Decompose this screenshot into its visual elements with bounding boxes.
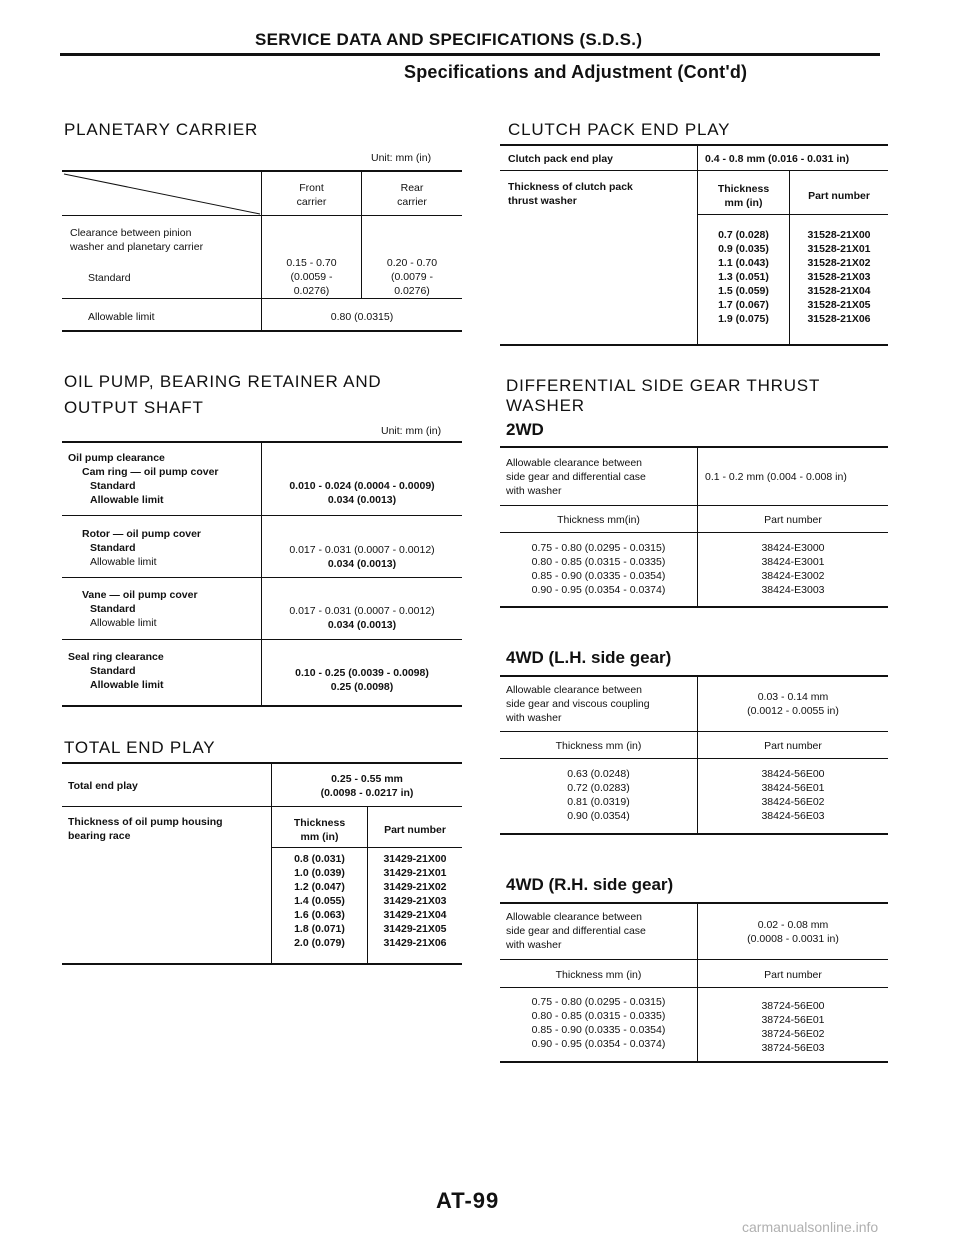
lh-col-thickness: Thickness mm (in)	[555, 740, 642, 752]
twowd-thickness: 0.75 - 0.80 (0.0295 - 0.0315)	[531, 542, 666, 554]
pc-standard-label: Standard	[88, 272, 131, 284]
cp-part-list	[790, 228, 888, 326]
op-bottom-rule	[62, 705, 462, 707]
lh-value: 0.03 - 0.14 mm (0.0012 - 0.0055 in)	[747, 691, 839, 717]
cp-thickness: 0.9 (0.035)	[718, 243, 769, 255]
lh-part: 38424-56E02	[761, 796, 825, 808]
lh-thickness: 0.81 (0.0319)	[567, 796, 630, 808]
lh-part: 38424-56E03	[761, 810, 825, 822]
twowd-col-thickness: Thickness mm(in)	[557, 514, 640, 526]
tep-value: 0.25 - 0.55 mm (0.0098 - 0.0217 in)	[320, 773, 414, 799]
rh-label: Allowable clearance between side gear and differential case with washer	[506, 911, 646, 951]
tep-part: 31429-21X03	[383, 895, 447, 907]
lh-part: 38424-56E01	[761, 782, 825, 794]
twowd-part: 38424-E3002	[761, 570, 825, 582]
pc-col-rear: Rear carrier	[397, 182, 427, 208]
tep-thickness: 1.2 (0.047)	[294, 881, 345, 893]
oil-pump-heading-2: OUTPUT SHAFT	[64, 398, 204, 417]
planetary-carrier-unit: Unit: mm (in)	[371, 152, 432, 164]
cp-part: 31528-21X00	[807, 229, 871, 241]
planetary-carrier-heading: PLANETARY CARRIER	[64, 120, 259, 139]
tep-rule-1	[62, 806, 462, 807]
clutch-pack-heading: CLUTCH PACK END PLAY	[508, 120, 731, 139]
op-g3-sub: Vane — oil pump cover	[82, 589, 198, 601]
tep-col-thickness: Thickness mm (in)	[293, 817, 346, 843]
op-g3-standard: 0.017 - 0.031 (0.0007 - 0.0012)	[289, 605, 435, 617]
rh-col-thickness: Thickness mm (in)	[555, 969, 642, 981]
pc-col-front: Front carrier	[296, 182, 327, 208]
rh-thickness: 0.90 - 0.95 (0.0354 - 0.0374)	[531, 1038, 666, 1050]
diff-washer-heading-2: WASHER	[506, 396, 585, 415]
lh-part: 38424-56E00	[761, 768, 825, 780]
tep-part-list	[368, 852, 462, 950]
op-g4-allowable-label: Allowable limit	[90, 679, 164, 691]
tep-col-part: Part number	[384, 824, 446, 836]
oil-pump-heading-1: OIL PUMP, BEARING RETAINER AND	[64, 372, 382, 391]
header-rule	[60, 53, 880, 56]
tep-thickness-list	[272, 852, 367, 950]
lh-rule-2	[500, 758, 888, 759]
twowd-part: 38424-E3003	[761, 584, 825, 596]
cp-part: 31528-21X04	[807, 285, 871, 297]
op-g1-standard: 0.010 - 0.024 (0.0004 - 0.0009)	[289, 480, 435, 492]
twowd-thickness: 0.80 - 0.85 (0.0315 - 0.0335)	[531, 556, 666, 568]
op-g1-title: Oil pump clearance	[68, 452, 165, 464]
cp-part: 31528-21X01	[807, 243, 871, 255]
twowd-bottom-rule	[500, 606, 888, 608]
tep-part: 31429-21X01	[383, 867, 447, 879]
rh-thickness-list	[500, 995, 697, 1051]
cp-top-rule	[500, 144, 888, 146]
twowd-thickness-list	[500, 541, 697, 597]
rh-part: 38724-56E00	[761, 1000, 825, 1012]
cp-value: 0.4 - 0.8 mm (0.016 - 0.031 in)	[705, 153, 850, 165]
op-g1-allowable: 0.034 (0.0013)	[327, 494, 397, 506]
tep-thickness: 1.6 (0.063)	[294, 909, 345, 921]
op-g1-allowable-label: Allowable limit	[90, 494, 164, 506]
op-g2-standard-label: Standard	[90, 542, 136, 554]
pc-row-label: Clearance between pinion washer and planetary carrier	[70, 227, 204, 253]
twowd-label: Allowable clearance between side gear and differential case with washer	[506, 457, 646, 497]
cp-col-part: Part number	[808, 190, 870, 202]
tep-thickness: 1.8 (0.071)	[294, 923, 345, 935]
cp-part: 31528-21X02	[807, 257, 871, 269]
lh-thickness-list	[500, 767, 697, 823]
rh-part: 38724-56E01	[761, 1014, 825, 1026]
fourwd-lh-heading: 4WD (L.H. side gear)	[506, 648, 672, 667]
cp-part: 31528-21X05	[807, 299, 871, 311]
lh-top-rule	[500, 675, 888, 677]
lh-bottom-rule	[500, 833, 888, 835]
rh-part-list	[698, 999, 888, 1055]
cp-thickness: 1.5 (0.059)	[718, 285, 769, 297]
op-g4-standard-label: Standard	[90, 665, 136, 677]
cp-thickness: 1.1 (0.043)	[718, 257, 769, 269]
rh-thickness: 0.80 - 0.85 (0.0315 - 0.0335)	[531, 1010, 666, 1022]
op-g1-standard-label: Standard	[90, 480, 136, 492]
tep-rule-2	[271, 847, 462, 848]
fourwd-rh-heading: 4WD (R.H. side gear)	[506, 875, 674, 894]
op-g2-allowable-label: Allowable limit	[90, 556, 157, 568]
rh-value: 0.02 - 0.08 mm (0.0008 - 0.0031 in)	[747, 919, 839, 945]
cp-thickness-list	[698, 228, 789, 326]
op-g4-allowable: 0.25 (0.0098)	[330, 681, 394, 693]
cp-part: 31528-21X03	[807, 271, 871, 283]
cp-rule-1	[500, 170, 888, 171]
lh-thickness: 0.90 (0.0354)	[567, 810, 630, 822]
tep-thickness: 2.0 (0.079)	[294, 937, 345, 949]
cp-thickness: 1.7 (0.067)	[718, 299, 769, 311]
rh-part: 38724-56E02	[761, 1028, 825, 1040]
twowd-part: 38424-E3001	[761, 556, 825, 568]
cp-thickness: 1.9 (0.075)	[718, 313, 769, 325]
rh-thickness: 0.75 - 0.80 (0.0295 - 0.0315)	[531, 996, 666, 1008]
twowd-part: 38424-E3000	[761, 542, 825, 554]
cp-thickness: 0.7 (0.028)	[718, 229, 769, 241]
lh-thickness: 0.63 (0.0248)	[567, 768, 630, 780]
op-g2-allowable: 0.034 (0.0013)	[327, 558, 397, 570]
tep-bottom-rule	[62, 963, 462, 965]
lh-thickness: 0.72 (0.0283)	[567, 782, 630, 794]
page-title: SERVICE DATA AND SPECIFICATIONS (S.D.S.)	[255, 30, 643, 49]
twowd-col-part: Part number	[764, 514, 822, 526]
op-g2-sub: Rotor — oil pump cover	[82, 528, 202, 540]
pc-bottom-rule	[62, 330, 462, 332]
lh-part-list	[698, 767, 888, 823]
rh-top-rule	[500, 902, 888, 904]
rh-bottom-rule	[500, 1061, 888, 1063]
tep-label: Total end play	[68, 780, 138, 792]
pc-header-rule	[62, 215, 462, 216]
tep-part: 31429-21X02	[383, 881, 447, 893]
twowd-rule-1	[500, 505, 888, 506]
watermark: carmanualsonline.info	[742, 1219, 879, 1235]
op-g3-allowable: 0.034 (0.0013)	[327, 619, 397, 631]
op-rule-3	[62, 639, 462, 640]
tep-part: 31429-21X04	[383, 909, 447, 921]
diff-washer-heading-1: DIFFERENTIAL SIDE GEAR THRUST	[506, 376, 821, 395]
cp-col-thickness: Thickness mm (in)	[717, 183, 770, 209]
tep-top-rule	[62, 762, 462, 764]
op-g1-sub: Cam ring — oil pump cover	[82, 466, 219, 478]
oil-pump-unit: Unit: mm (in)	[381, 425, 442, 437]
op-g2-standard: 0.017 - 0.031 (0.0007 - 0.0012)	[289, 544, 435, 556]
total-end-play-heading: TOTAL END PLAY	[64, 738, 216, 757]
cp-bottom-rule	[500, 344, 888, 346]
tep-part: 31429-21X00	[383, 853, 447, 865]
rh-rule-1	[500, 959, 888, 960]
tep-washer-label: Thickness of oil pump housing bearing race	[68, 816, 223, 842]
twowd-top-rule	[500, 446, 888, 448]
pc-standard-rear: 0.20 - 0.70 (0.0079 - 0.0276)	[386, 257, 438, 297]
twowd-heading: 2WD	[506, 420, 544, 439]
op-rule-1	[62, 515, 462, 516]
tep-thickness: 1.4 (0.055)	[294, 895, 345, 907]
cp-label: Clutch pack end play	[508, 153, 614, 165]
cp-washer-label: Thickness of clutch pack thrust washer	[508, 181, 633, 207]
op-g3-allowable-label: Allowable limit	[90, 617, 157, 629]
page-subtitle: Specifications and Adjustment (Cont'd)	[404, 62, 748, 82]
rh-rule-2	[500, 987, 888, 988]
cp-part: 31528-21X06	[807, 313, 871, 325]
op-g4-title: Seal ring clearance	[68, 651, 164, 663]
cp-thickness: 1.3 (0.051)	[718, 271, 769, 283]
rh-part: 38724-56E03	[761, 1042, 825, 1054]
pc-allowable-label: Allowable limit	[88, 311, 155, 323]
tep-part: 31429-21X06	[383, 937, 447, 949]
pc-allowable-value: 0.80 (0.0315)	[330, 311, 394, 323]
tep-thickness: 0.8 (0.031)	[294, 853, 345, 865]
twowd-rule-2	[500, 532, 888, 533]
rh-col-part: Part number	[764, 969, 822, 981]
twowd-part-list	[698, 541, 888, 597]
op-rule-2	[62, 577, 462, 578]
lh-col-part: Part number	[764, 740, 822, 752]
op-g4-standard: 0.10 - 0.25 (0.0039 - 0.0098)	[295, 667, 429, 679]
tep-thickness: 1.0 (0.039)	[294, 867, 345, 879]
twowd-thickness: 0.85 - 0.90 (0.0335 - 0.0354)	[531, 570, 666, 582]
cp-rule-2	[697, 214, 888, 215]
pc-diagonal-header	[62, 172, 262, 216]
pc-standard-front: 0.15 - 0.70 (0.0059 - 0.0276)	[286, 257, 337, 297]
page-number: AT-99	[436, 1188, 500, 1213]
pc-row-rule	[62, 298, 462, 299]
lh-label: Allowable clearance between side gear and viscous coupling with washer	[506, 684, 650, 724]
twowd-thickness: 0.90 - 0.95 (0.0354 - 0.0374)	[531, 584, 666, 596]
tep-part: 31429-21X05	[383, 923, 447, 935]
rh-thickness: 0.85 - 0.90 (0.0335 - 0.0354)	[531, 1024, 666, 1036]
op-g3-standard-label: Standard	[90, 603, 136, 615]
lh-rule-1	[500, 731, 888, 732]
twowd-value: 0.1 - 0.2 mm (0.004 - 0.008 in)	[705, 471, 847, 483]
